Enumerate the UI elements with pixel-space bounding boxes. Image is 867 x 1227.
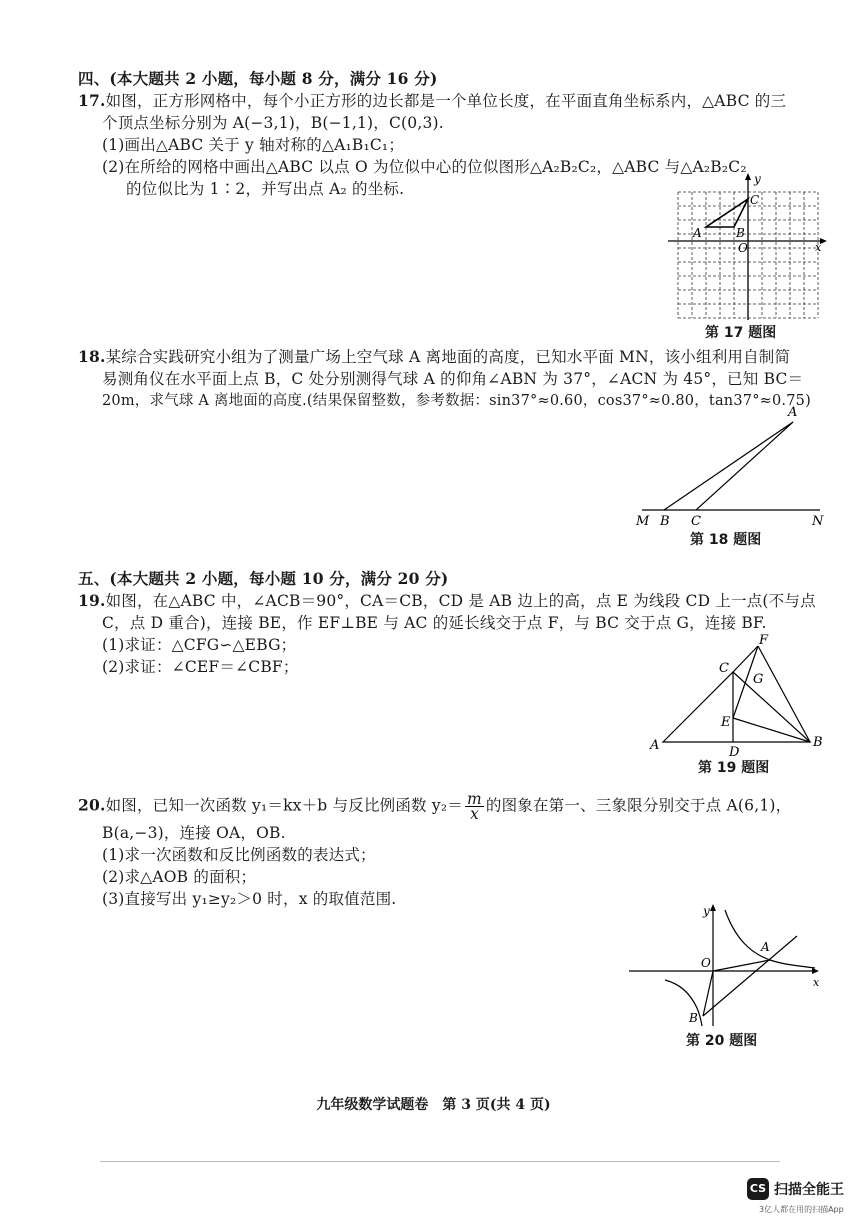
q19-sub1: (1)求证：△CFG∽△EBG； (102, 636, 297, 654)
q19-figure (645, 628, 830, 758)
q20-frac-den: x (469, 805, 479, 823)
q18-figure (630, 400, 830, 530)
q20-text1a: 如图，已知一次函数 y₁＝kx＋b 与反比例函数 y₂＝ (105, 796, 463, 815)
q17-sub1: (1)画出△ABC 关于 y 轴对称的△A₁B₁C₁； (102, 136, 405, 154)
q17-text1: 如图，正方形网格中，每个小正方形的边长都是一个单位长度，在平面直角坐标系内，△ABC 的三 (105, 92, 787, 110)
q20-sub3: (3)直接写出 y₁≥y₂＞0 时，x 的取值范围. (102, 890, 397, 908)
q19-caption: 第 19 题图 (698, 760, 770, 776)
section5-header: 五、(本大题共 2 小题，每小题 10 分，满分 20 分) (78, 569, 449, 588)
q20-y-arrow (710, 904, 716, 911)
q20-frac-num: m (466, 790, 482, 808)
q20-sub1: (1)求一次函数和反比例函数的表达式； (102, 846, 376, 864)
q20-label-o: O (701, 956, 711, 970)
q17-figure (660, 170, 830, 330)
q20-x-arrow (812, 968, 819, 974)
q20-sub2: (2)求△AOB 的面积； (102, 868, 257, 886)
q17-line2: 个顶点坐标分别为 A(−3,1)，B(−1,1)，C(0,3). (102, 114, 444, 132)
q18-label-a: A (788, 405, 798, 420)
q19-text1: 如图，在△ABC 中，∠ACB＝90°，CA＝CB，CD 是 AB 边上的高，点 E 为线段 CD 上一点(不与点 (105, 592, 816, 610)
q19-line2: C，点 D 重合)，连接 BE，作 EF⊥BE 与 AC 的延长线交于点 F，与 BC 交于点 G，连接 BF. (102, 614, 767, 632)
q20-line2: B(a,−3)，连接 OA，OB. (102, 824, 286, 842)
q17-label-c: C (750, 193, 760, 207)
q17-y-arrow (745, 173, 751, 180)
q17-number: 17. (78, 91, 106, 110)
q19-label-c: C (719, 661, 729, 676)
q19-label-g: G (753, 672, 764, 687)
q17-line1 (78, 90, 786, 112)
q20-label-b: B (689, 1011, 698, 1025)
q17-label-b: B (736, 226, 745, 240)
q17-label-a: A (693, 226, 702, 240)
page-footer: 九年级数学试题卷 第 3 页(共 4 页) (316, 1097, 551, 1113)
q17-label-y: y (754, 172, 761, 186)
q18-line2: 易测角仪在水平面上点 B，C 处分别测得气球 A 的仰角∠ABN 为 37°，∠ACN 为 45°，已知 BC＝ (102, 370, 804, 388)
q17-sub2b: 的位似比为 1∶2，并写出点 A₂ 的坐标. (126, 180, 405, 198)
q19-label-b: B (813, 735, 823, 750)
camscanner-name: 扫描全能王 (774, 1182, 844, 1198)
q19-label-a: A (650, 738, 660, 753)
footer-divider (100, 1161, 780, 1162)
q18-label-c: C (691, 514, 701, 529)
q20-label-a: A (761, 940, 770, 954)
q20-label-y: y (703, 904, 710, 918)
q17-label-o: O (738, 241, 748, 255)
q19-ac-extension (733, 646, 758, 672)
q20-number: 20. (78, 795, 106, 815)
camscanner-icon: CS (747, 1178, 769, 1200)
q20-caption: 第 20 题图 (686, 1033, 758, 1049)
q17-sub2a: (2)在所给的网格中画出△ABC 以点 O 为位似中心的位似图形△A₂B₂C₂，△ABC 与△A₂B₂C₂ (102, 158, 747, 176)
q19-label-f: F (759, 633, 769, 648)
q20-fraction (465, 792, 484, 821)
q17-label-x: x (815, 241, 822, 254)
q18-line-ba (664, 422, 793, 510)
q18-line-ca (696, 422, 793, 510)
q20-text1b: 的图象在第一、三象限分别交于点 A(6,1)， (485, 796, 792, 815)
camscanner-tagline: 3亿人都在用的扫描App (759, 1205, 844, 1214)
q18-caption: 第 18 题图 (690, 532, 762, 548)
q17-caption: 第 17 题图 (705, 325, 777, 341)
q20-label-x: x (813, 976, 820, 989)
q19-label-d: D (729, 745, 740, 758)
q20-line1 (78, 792, 791, 821)
q19-label-e: E (721, 715, 731, 730)
q19-number: 19. (78, 591, 106, 610)
q18-line1 (78, 346, 790, 368)
q17-triangle-abc (706, 199, 748, 227)
q18-label-m: M (636, 514, 650, 529)
q18-label-n: N (812, 514, 824, 529)
q19-line1 (78, 590, 816, 612)
q18-number: 18. (78, 347, 106, 366)
q18-label-b: B (660, 514, 670, 529)
q19-sub2: (2)求证：∠CEF＝∠CBF； (102, 658, 299, 676)
section4-header: 四、(本大题共 2 小题，每小题 8 分，满分 16 分) (78, 69, 438, 88)
q18-text1: 某综合实践研究小组为了测量广场上空气球 A 离地面的高度，已知水平面 MN，该小组利用自制简 (105, 348, 791, 366)
q20-figure (625, 898, 830, 1030)
camscanner-watermark (747, 1178, 857, 1218)
q18-line3: 20m，求气球 A 离地面的高度.(结果保留整数，参考数据：sin37°≈0.60，cos37°≈0.80，tan37°≈0.75) (102, 393, 811, 409)
